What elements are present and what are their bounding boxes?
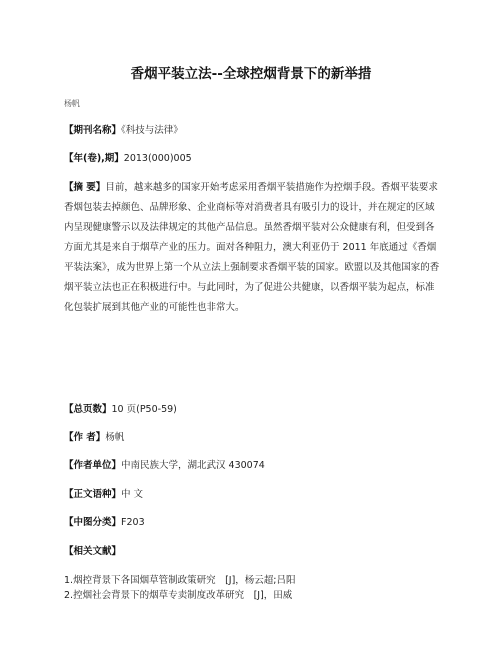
related-references-field bbox=[64, 542, 442, 562]
author-line: 杨帆 bbox=[64, 99, 80, 108]
related-references-label: 【相关文献】 bbox=[64, 546, 122, 557]
pages-field bbox=[64, 400, 442, 420]
classification-value: F203 bbox=[121, 517, 145, 528]
author-value: 杨帆 bbox=[105, 432, 125, 443]
journal-value: 《科技与法律》 bbox=[121, 125, 183, 136]
pages-value: 10 页(P50-59) bbox=[111, 404, 177, 415]
journal-field bbox=[64, 121, 442, 141]
affiliation-label: 【作者单位】 bbox=[64, 460, 122, 471]
pages-label: 【总页数】 bbox=[64, 404, 112, 415]
abstract-field bbox=[64, 178, 442, 318]
affiliation-value: 中南民族大学，湖北武汉 430074 bbox=[121, 460, 265, 471]
language-value: 中 文 bbox=[121, 489, 144, 500]
document-title: 香烟平装立法--全球控烟背景下的新举措 bbox=[130, 66, 372, 82]
affiliation-field bbox=[64, 456, 442, 476]
reference-item[interactable]: 1.烟控背景下各国烟草管制政策研究 [J]，杨云超;吕阳 bbox=[64, 575, 296, 586]
classification-label: 【中图分类】 bbox=[64, 517, 122, 528]
author-label: 【作 者】 bbox=[64, 432, 106, 443]
classification-field bbox=[64, 513, 442, 533]
journal-label: 【期刊名称】 bbox=[64, 125, 122, 136]
author-field bbox=[64, 428, 442, 448]
year-field bbox=[64, 149, 442, 169]
language-label: 【正文语种】 bbox=[64, 489, 122, 500]
language-field bbox=[64, 485, 442, 505]
abstract-value: 目前，越来越多的国家开始考虑采用香烟平装措施作为控烟手段。香烟平装要求香烟包装去掉颜色、品牌形象、企业商标等对消费者具有吸引力的设计，并在规定的区域内呈现健康警示以及法律规定的其他产品信息。虽然香烟平装对公众健康有利，但受到各方面尤其是来自于烟草产业的压力。面对各种阻力，澳大利亚仍于 2011 年底通过《香烟平装法案》，成为世界上第一个从立法上强制要求香烟平装的国家。欧盟以及其他国家的香烟平装立法也正在积极进行中。与此同时，为了促进公共健康，以香烟平装为起点，标准化包装扩展到其他产业的可能性也非常大。 bbox=[64, 182, 440, 313]
year-label: 【年(卷),期】 bbox=[64, 153, 124, 164]
year-value: 2013(000)005 bbox=[123, 153, 192, 164]
reference-item[interactable]: 2.控烟社会背景下的烟草专卖制度改革研究 [J]，田威 bbox=[64, 590, 293, 601]
abstract-label: 【摘 要】 bbox=[64, 182, 106, 193]
reference-list bbox=[64, 573, 444, 603]
